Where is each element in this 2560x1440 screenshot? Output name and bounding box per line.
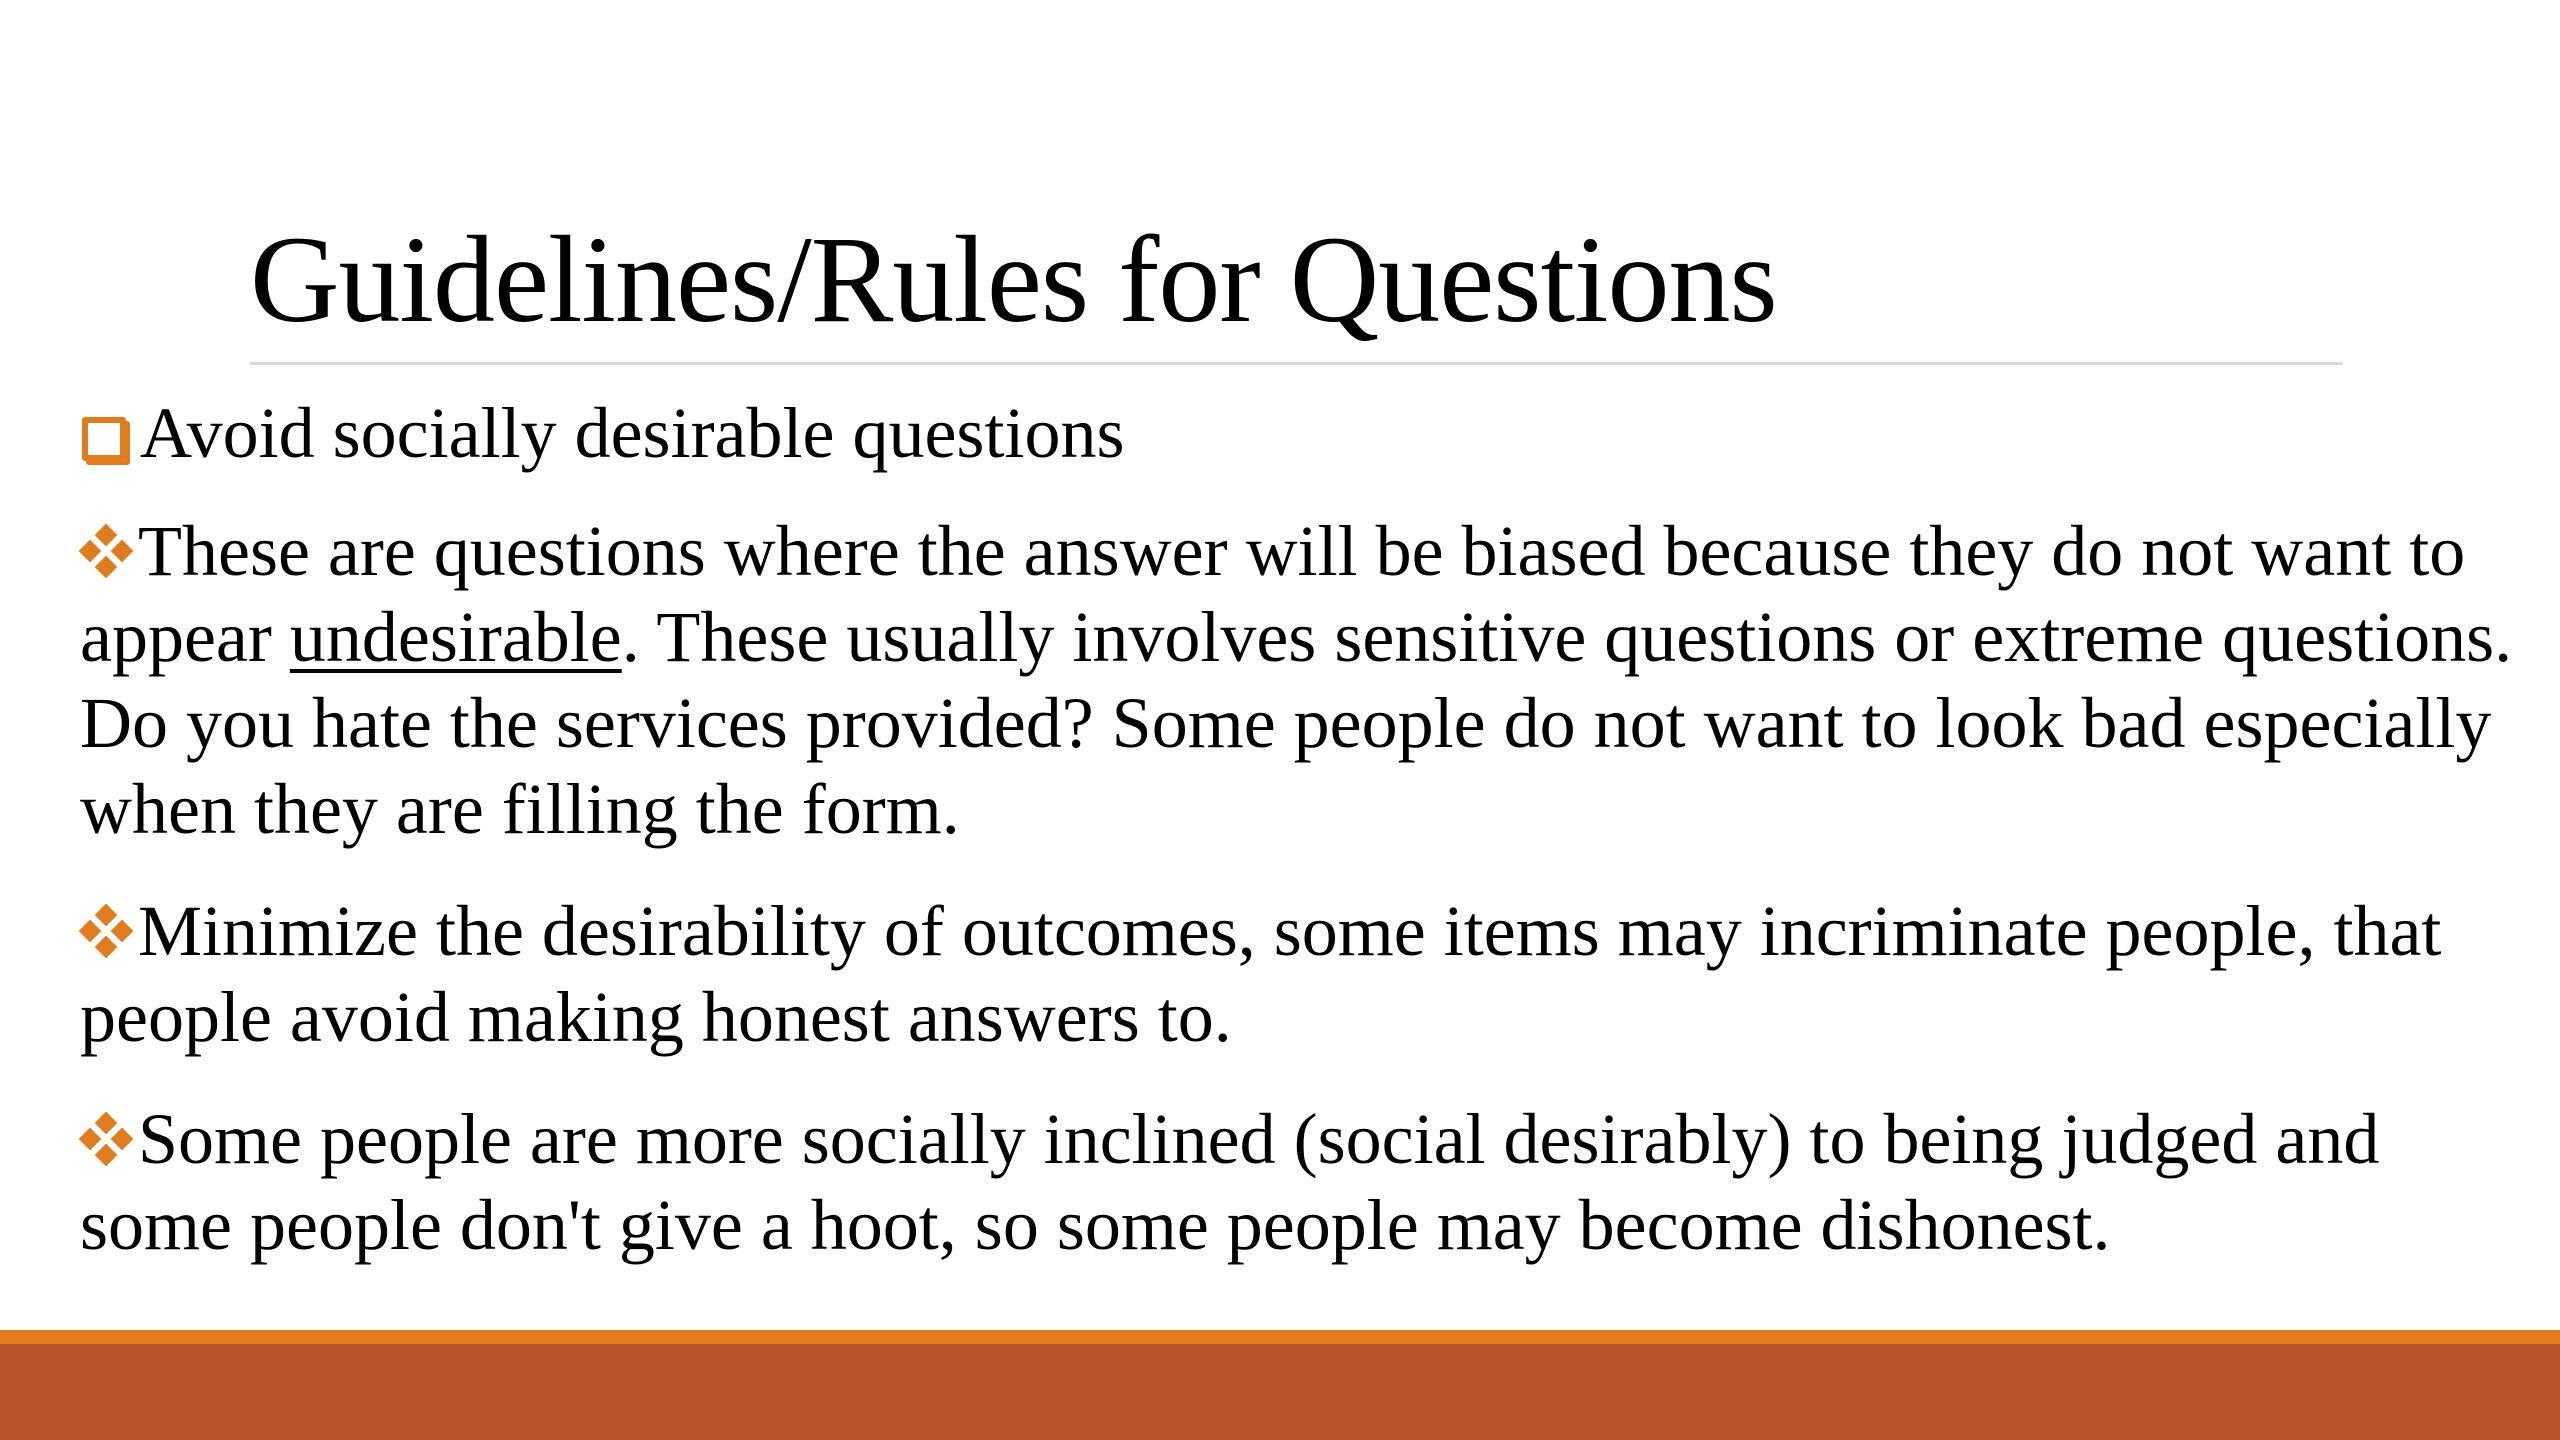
bullet-text: These are questions where the answer will be biased because they do not want to appear [80, 511, 2466, 677]
checkbox-icon [82, 417, 126, 461]
footer-accent-stripe [0, 1330, 2560, 1344]
slide-body [80, 390, 2520, 1304]
bullet-text: Some people are more socially inclined (social desirably) to being judged and some people don't give a hoot, so some people may become dishonest. [80, 1099, 2380, 1265]
diamond-cluster-icon [80, 1113, 132, 1165]
title-divider [250, 362, 2343, 365]
underlined-term: undesirable [289, 597, 622, 677]
bullet-text: Avoid socially desirable questions [140, 393, 1125, 473]
bullet-text-continued: . These usually involves sensitive questions or extreme questions. Do you hate the services provided? Some people do not want to look bad especially when they are filling the form. [80, 597, 2513, 849]
diamond-cluster-icon [80, 905, 132, 957]
bullet-text: Minimize the desirability of outcomes, some items may incriminate people, that people avoid making honest answers to. [80, 891, 2442, 1057]
diamond-cluster-icon [80, 525, 132, 577]
bullet-item-1 [80, 390, 2520, 476]
footer-band [0, 1344, 2560, 1440]
slide-title: Guidelines/Rules for Questions [250, 211, 1777, 348]
bullet-item-3 [80, 888, 2520, 1060]
bullet-item-2 [80, 508, 2520, 852]
bullet-item-4 [80, 1096, 2520, 1268]
